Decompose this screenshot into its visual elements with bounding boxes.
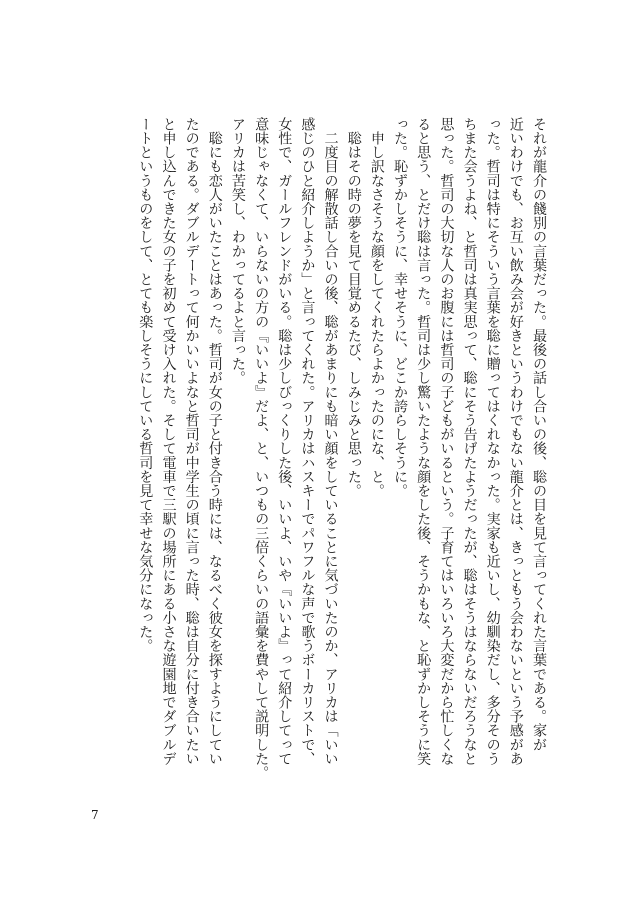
text-line: ートというものをして、とても楽しそうにしている哲司を見て幸せな気分になった。: [137, 117, 154, 653]
text-line: 思った。哲司の大切な人のお腹には哲司の子どもがいるという。子育てはいろいろ大変だから忙しくな: [438, 117, 455, 766]
text-line: 感じのひと紹介しようか」と言ってくれた。アリカはハスキーでパワフルな声で歌うボーカリストで、: [299, 117, 316, 766]
text-line: それが龍介の餞別の言葉だった。最後の話し合いの後、聡の目を見て言ってくれた言葉である。家が: [531, 117, 547, 752]
vertical-body-text: [84, 117, 550, 800]
text-line: ると思う、とだけ聡は言った。哲司は少し驚いたような顔をした後、そうかもな、と恥ずかしそうに笑: [415, 117, 432, 766]
text-line: 近いわけでも、お互い飲み会が好きというわけでもない龍介とは、きっともう会わないという予感があ: [507, 117, 524, 766]
text-line: ちまた会うよね、と哲司は真実思って、聡にそう告げたようだったが、聡はそうはならないだろうなと: [461, 117, 478, 766]
text-line: った。恥ずかしそうに、幸せそうに、どこか誇らしそうに。: [392, 117, 409, 498]
text-line: たのである。ダブルデートって何かいいよなと哲司が中学生の頃に言った時、聡は自分に付き合いたい: [183, 117, 200, 766]
text-line: 女性で、ガールフレンドがいる。聡は少しびっくりした後、いいよ、いや『いいよ』って紹介してって: [276, 117, 293, 766]
text-line: 意味じゃなくて、いらないの方の『いいよ』だよ、と、いつもの三倍くらいの語彙を費やして説明した。: [253, 117, 270, 780]
text-line: アリカは苦笑し、わかってるよと言った。: [229, 117, 246, 385]
text-line: った。哲司は特にそういう言葉を聡に贈ってはくれなかった。実家も近いし、幼馴染だし、多分そのう: [484, 117, 501, 766]
text-line: 聡にも恋人がいたことはあった。哲司が女の子と付き合う時には、なるべく彼女を探すようにしてい: [206, 117, 223, 766]
text-line: 聡はその時の夢を見て目覚めるたび、しみじみと思った。: [345, 117, 362, 498]
page-number: 7: [91, 808, 99, 822]
text-line: 二度目の解散話し合いの後、聡があまりにも暗い顔をしていることに気づいたのか、アリカは「いい: [322, 117, 339, 766]
text-line: 申し訳なさそうな顔をしてくれたらよかったのにな、と。: [368, 117, 385, 498]
text-line: と申し込んできた女の子を初めて受け入れた。そして電車で三駅の場所にある小さな遊園地でダブルデ: [160, 117, 177, 766]
